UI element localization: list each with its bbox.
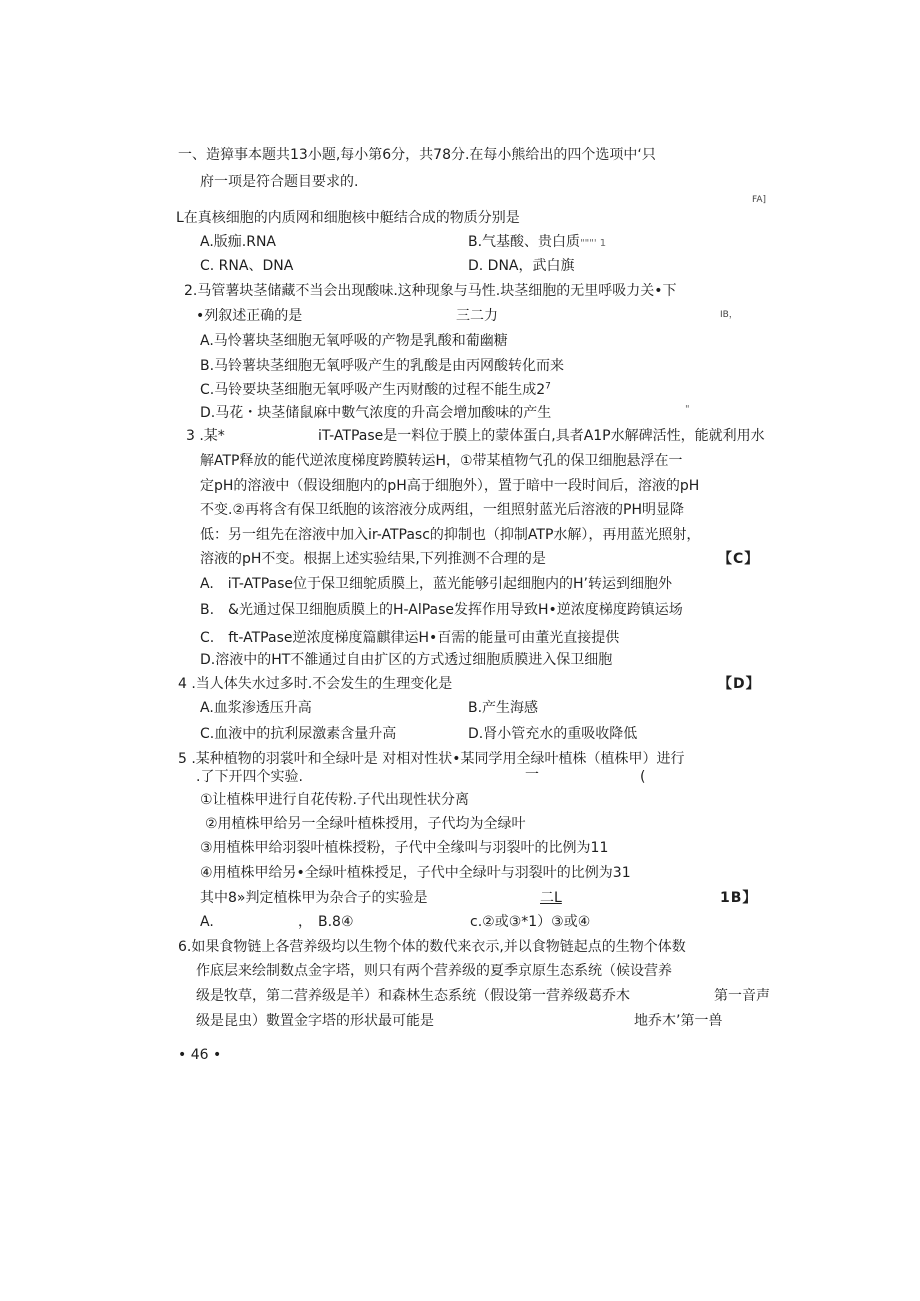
q1-option-a: A.版痂.RNA: [200, 234, 277, 250]
q3-stem-line1: iT-ATPase是一料位于膜上的蒙体蛋白,具者A1P水解碑活性，能就利用水: [318, 428, 765, 444]
q5-item-3: ③用植株甲给羽裂叶植株授粉，子代中全缘叫与羽裂叶的比例为11: [200, 840, 609, 856]
q5-item-4: ④用植株甲给另•全绿叶植株授足，子代中全绿叶与羽裂叶的比例为31: [200, 865, 631, 881]
q5-option-b: B.8④: [318, 914, 354, 930]
q5-item-1: ①让植株甲进行自花传粉.子代出现性状分离: [200, 792, 469, 808]
q4-option-d: D.肾小管充水的重吸收降低: [468, 726, 638, 742]
margin-mark: FA]: [752, 195, 767, 205]
q3-option-c: C. ft-ATPase逆浓度梯度篇麒律运H•百需的能量可由董光直接提供: [200, 630, 620, 646]
q3-option-a: A. iT-ATPase位于保卫细鸵质膜上，蓝光能够引起细胞内的H’转运到细胞外: [200, 576, 672, 592]
q5-prompt: 其中8»判定植株甲为杂合子的实验是: [200, 890, 428, 906]
q6-line4-right: 地乔木’第一兽: [634, 1013, 723, 1029]
q3-stem-line5: 低：另一组先在溶液中加入ir-ATPasc的抑制也（抑制ATP水解），再用蓝光照射，: [200, 527, 701, 543]
q6-line3-right: 第一音声: [714, 988, 770, 1004]
q5-stem-line2: .了下开四个实验.: [196, 769, 303, 785]
q5-option-a-comma: ，: [298, 914, 312, 930]
q1-option-b: [468, 233, 606, 251]
q6-line1: 6.如果食物链上各营养级均以生物个体的数代来衣示,并以食物链起点的生物个体数: [178, 939, 686, 955]
q5-noise-dash: 一: [525, 767, 539, 783]
q2-option-d: D.马花・块茎储鼠麻中數气浓度的升高会增加酸味的产生: [200, 405, 552, 421]
q2-option-c-sup: 7: [545, 381, 551, 392]
q2-option-c-text: C.马铃要块茎细胞无氧呼吸产生丙财酸的过程不能生成2: [200, 382, 546, 398]
q3-number: 3 .某*: [186, 428, 225, 444]
q5-stem-line1: 5 .某种植物的羽裳叶和全绿叶是 对相对性状•某同学用全绿叶植株（植株甲）进行: [178, 751, 685, 767]
q4-option-c: C.血液中的抗利尿激素含量升高: [200, 726, 397, 742]
q2-option-a: A.马怜薯块茎细胞无氧呼吸的产物是乳酸和葡幽糖: [200, 333, 508, 349]
q5-option-a: A.: [200, 914, 214, 930]
q3-option-d: D.溶液中的HT不雒通过自由扩区的方式透过细胞质膜进入保卫细胞: [200, 652, 613, 668]
q6-line3: 级是牧草，第二营养级是羊）和森林生态系统（假设第一营养级葛乔木: [196, 988, 630, 1004]
section-instruction-line2: 府一项是符合题目要求的.: [200, 174, 359, 190]
q3-stem-line6: 溶液的pH不变。根据上述实验结果,下列推测不合理的是: [200, 551, 546, 567]
q2-stem-line2: •列叙述正确的是: [196, 308, 303, 324]
q5-option-c: c.②或③*1）③或④: [470, 914, 591, 930]
q4-option-a: A.血浆渗透压升高: [200, 700, 312, 716]
q5-noise-blank: 二L: [540, 890, 562, 906]
q5-answer: 1B】: [720, 890, 758, 906]
q4-option-b: B.产生海感: [468, 700, 539, 716]
q2-option-b: B.马铃薯块茎细胞无氧呼吸产生的乳酸是由丙网酸转化而来: [200, 358, 565, 374]
q3-stem-line3: 定pH的溶液中（假设细胞内的pH高于细胞外），置于暗中一段时间后，溶液的pH: [200, 478, 700, 494]
section-instruction-line1: 一、造獐事本题共13小题,每小第6分，共78分.在每小熊给出的四个选项中‘只: [178, 147, 656, 163]
q5-noise-paren: (: [640, 769, 646, 785]
page-number: • 46 •: [178, 1047, 222, 1063]
q1-option-b-noise: """' 1: [580, 238, 607, 249]
q1-option-d: D. DNA，武白旗: [468, 258, 575, 274]
q2-noise: 三二力: [456, 308, 498, 324]
q3-answer: 【C】: [718, 551, 760, 567]
q6-line2: 作底层来绘制数点金字塔，则只有两个营养级的夏季京原生态系统（候设营养: [196, 963, 672, 979]
q3-stem-line4: 不变.②再将含有保卫纸胞的该溶液分成两组，一组照射蓝光后溶液的PH明显降: [200, 502, 684, 518]
q1-stem: L在真核细胞的内质网和细胞核中艇结合成的物质分别是: [176, 210, 520, 226]
q2-answer: IB，: [720, 310, 738, 320]
q2-option-c: [200, 381, 551, 399]
q2-stem-line1: 2.马管薯块茎储藏不当会出现酸味.这种现象与马性.块茎细胞的无里呼吸力关•下: [184, 283, 677, 299]
q4-answer: 【D】: [718, 676, 761, 692]
q4-stem: 4 .当人体失水过多时.不会发生的生理变化是: [178, 676, 453, 692]
q5-item-2: ②用植株甲给另一全绿叶植株授用，子代均为全绿叶: [205, 816, 526, 832]
q3-stem-line2: 解ATP释放的能代逆浓度梯度跨膜转运H，①带某植物气孔的保卫细胞悬浮在一: [200, 453, 683, 469]
q3-option-b: B. &光通过保卫细胞质膜上的H-AlPase发挥作用导致H•逆浓度梯度跨镇运场: [200, 602, 683, 618]
q1-option-b-text: B.气基酸、贵白质: [468, 234, 581, 250]
q2-option-d-noise: ": [685, 404, 690, 415]
q6-line4: 级是昆虫）數置金字塔的形状最可能是: [196, 1013, 434, 1029]
q1-option-c: C. RNA、DNA: [200, 258, 294, 274]
